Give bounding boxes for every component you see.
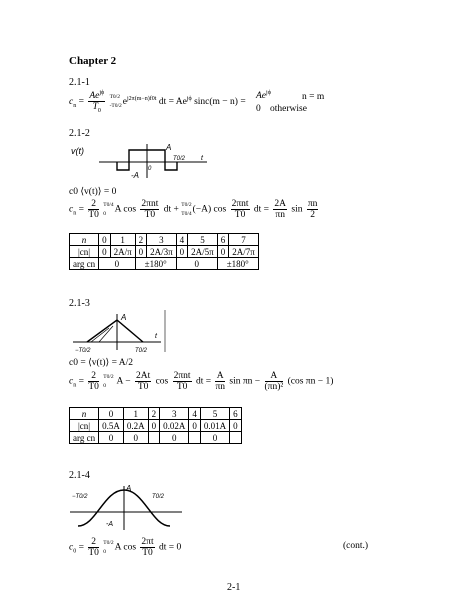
graph-label-t: t bbox=[201, 155, 203, 162]
graph-label-A: A bbox=[126, 484, 132, 493]
equation-2-1-2: $c_n$ = $\frac{2}{T0}$ T0/4 0 A cos $\frac{\text{2πnt}}{T0}$ dt + T0/2 T0/4 (−A) cos $\frac{\text{2πnt}}{T0}$ dt = $\frac{2A}{\pi n}$ sin $\frac{\pi n}{2}$ bbox=[69, 199, 318, 220]
hatch-1 bbox=[91, 328, 109, 342]
graph-label-left: −T0/2 bbox=[72, 494, 88, 500]
case-1: $Ae^{j\phi}$ bbox=[256, 90, 271, 102]
table-row-arg: arg cn 0 ±180° 0 ±180° bbox=[70, 258, 259, 270]
equation-2-1-3: $c_n$ = $\frac{2}{T0}$ T0/2 0 A − $\frac{2At}{T0}$ cos $\frac{\text{2πnt}}{T0}$ dt = $\frac{A}{\pi n}$ sin πn − $\frac{A}{\text{(πn)²}}$ (cos πn − 1) bbox=[69, 371, 334, 392]
case-2: 0 bbox=[256, 104, 261, 114]
table-row-header: n 0 1 2 3 4 5 6 bbox=[70, 408, 242, 420]
table-row-cn: |cn| 0.5A 0.2A 0 0.02A 0 0.01A 0 bbox=[70, 420, 242, 432]
section-2-1-1-label: 2.1-1 bbox=[69, 77, 90, 88]
graph-label-0: 0 bbox=[148, 166, 152, 172]
graph-label-negA: -A bbox=[106, 521, 113, 528]
table-row-arg: arg cn 0 0 0 0 bbox=[70, 432, 242, 444]
graph-label-left: −T0/2 bbox=[75, 348, 91, 354]
page-number: 2-1 bbox=[227, 582, 241, 593]
table-2-1-3 bbox=[69, 407, 242, 444]
c0-2-1-2: c0 ⟨v(t)⟩ = 0 bbox=[69, 187, 117, 197]
c0-2-1-3: c0 = ⟨v(t)⟩ = A/2 bbox=[69, 358, 134, 368]
graph-label-A: A bbox=[121, 313, 127, 322]
table-row-header: n 0 1 2 3 4 5 6 7 bbox=[70, 234, 259, 246]
graph-label-right: T0/2 bbox=[152, 494, 165, 500]
section-2-1-2-label: 2.1-2 bbox=[69, 128, 90, 139]
graph-label-t: t bbox=[155, 333, 157, 340]
section-2-1-3-label: 2.1-3 bbox=[69, 298, 90, 309]
continued-note: (cont.) bbox=[343, 541, 369, 551]
case-1-cond: n = m bbox=[302, 92, 325, 102]
graph-label-A: A bbox=[166, 143, 172, 152]
chapter-title: Chapter 2 bbox=[69, 55, 117, 67]
equation-2-1-4: $c_0$ = $\frac{2}{T0}$ T0/2 0 A cos $\frac{2\pi t}{T0}$ dt = 0 bbox=[69, 537, 182, 558]
graph-label-vt: v(t) bbox=[71, 146, 84, 156]
table-2-1-2 bbox=[69, 233, 259, 270]
graph-label-negA: -A bbox=[131, 171, 139, 180]
table-row-cn: |cn| 0 2A/π 0 2A/3π 0 2A/5π 0 2A/7π bbox=[70, 246, 259, 258]
graph-label-T: T0/2 bbox=[173, 156, 186, 162]
section-2-1-4-label: 2.1-4 bbox=[69, 470, 90, 481]
equation-2-1-1: $c_n$ = $\frac{Ae^{j\phi}}{T_0}$ T0/2 -T0/2 $e^{j2\pi(m-n)f0t}$ dt = $Ae^{j\phi}$ sinc(m − n) = bbox=[69, 90, 246, 115]
case-2-cond: otherwise bbox=[270, 104, 307, 114]
square-wave-sketch bbox=[69, 140, 209, 182]
cosine-wave-sketch bbox=[66, 480, 186, 532]
triangle-wave-sketch bbox=[69, 308, 179, 354]
graph-label-right: T0/2 bbox=[135, 348, 148, 354]
